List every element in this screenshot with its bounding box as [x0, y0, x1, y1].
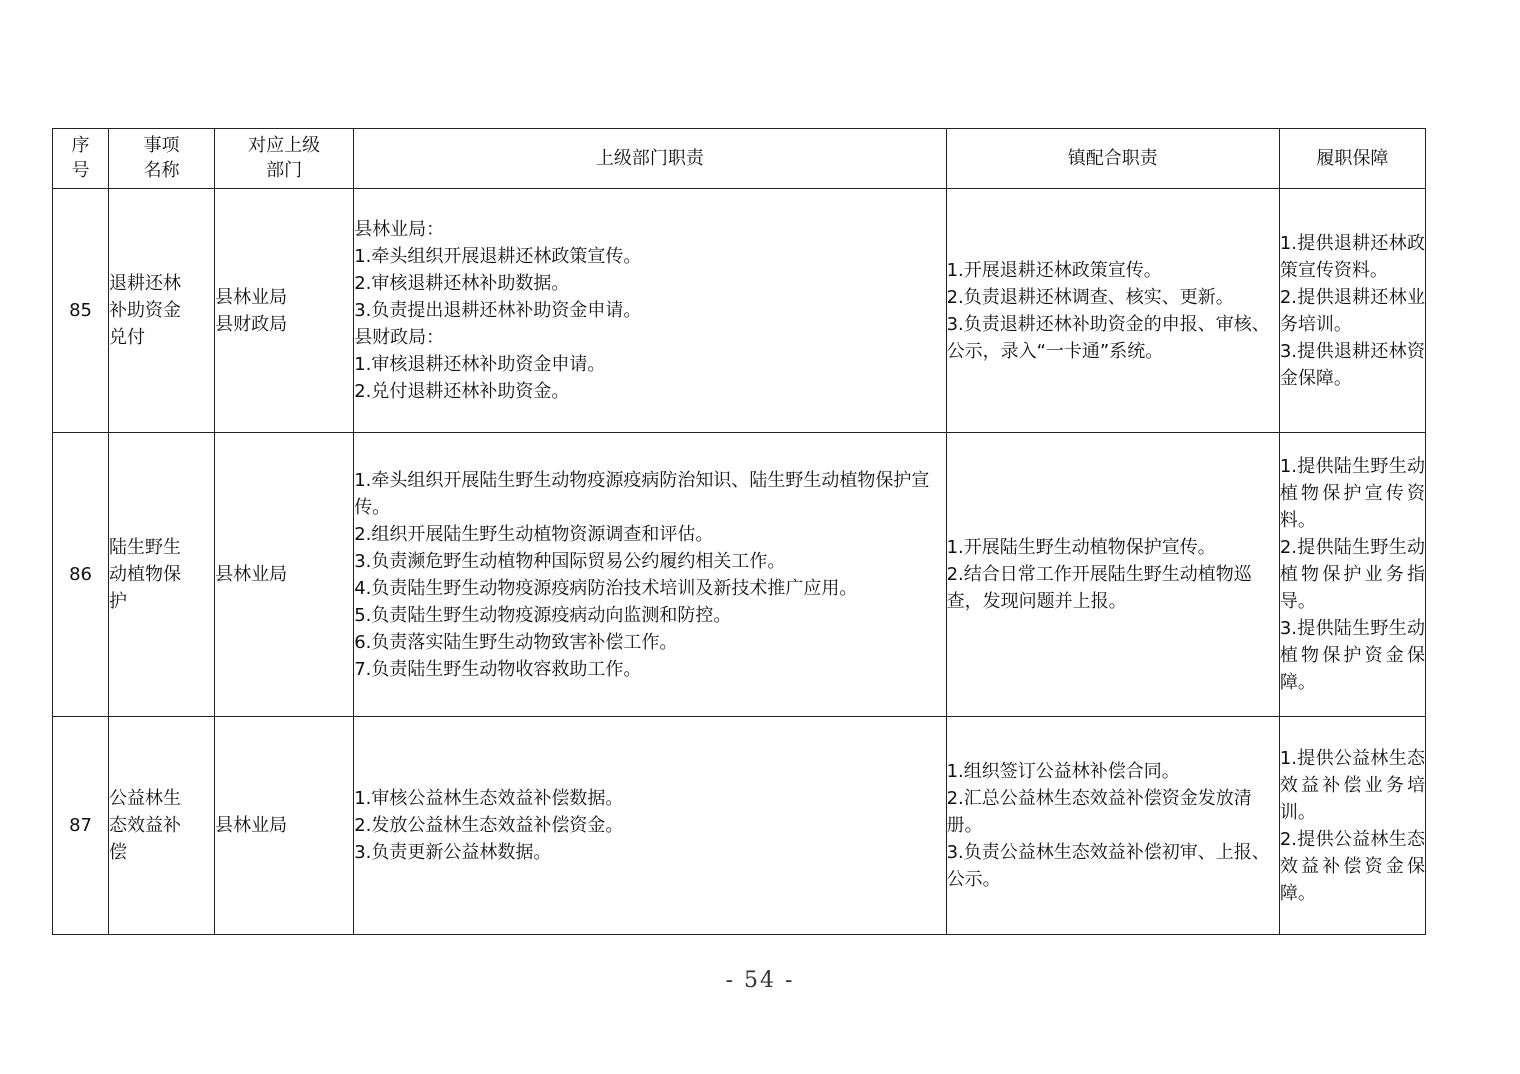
duty-line: 3.负责公益林生态效益补偿初审、上报、公示。 — [946, 842, 1270, 890]
row-item-name-text: 陆生野生动植物保护 — [109, 537, 182, 612]
duty-line: 1.开展退耕还林政策宣传。 — [946, 259, 1162, 281]
header-guarantee: 履职保障 — [1279, 129, 1425, 189]
row-upper-duty — [354, 717, 946, 935]
duty-line: 3.负责更新公益林数据。 — [354, 842, 552, 863]
duty-line: 7.负责陆生野生动物收容救助工作。 — [354, 658, 642, 680]
guarantee-line: 2.提供陆生野生动植物保护业务指导。 — [1279, 537, 1425, 612]
row-dept — [215, 433, 354, 717]
duty-table — [52, 128, 1426, 935]
row-guarantee — [1279, 433, 1425, 717]
row-item-name — [109, 717, 215, 935]
header-dept — [215, 129, 354, 189]
duty-line: 县林业局： — [354, 219, 445, 240]
row-seq: 85 — [53, 189, 109, 433]
row-seq: 87 — [53, 717, 109, 935]
header-dept-line: 对应上级 — [248, 135, 321, 156]
header-name — [109, 129, 215, 189]
duty-line: 1.审核退耕还林补助资金申请。 — [354, 354, 606, 375]
duty-line: 1.开展陆生野生动植物保护宣传。 — [946, 537, 1216, 558]
row-guarantee — [1279, 189, 1425, 433]
guarantee-line: 1.提供陆生野生动植物保护宣传资料。 — [1279, 456, 1425, 531]
duty-line: 4.负责陆生野生动物疫源疫病防治技术培训及新技术推广应用。 — [354, 577, 858, 599]
header-town-duty: 镇配合职责 — [946, 129, 1279, 189]
row-item-name-text: 公益林生态效益补偿 — [109, 788, 182, 863]
duty-line: 1.审核公益林生态效益补偿数据。 — [354, 788, 624, 809]
table-row — [53, 433, 1426, 717]
duty-line: 2.汇总公益林生态效益补偿资金发放清册。 — [946, 788, 1252, 836]
guarantee-line: 3.提供退耕还林资金保障。 — [1279, 340, 1425, 389]
duty-line: 2.兑付退耕还林补助资金。 — [354, 381, 570, 402]
row-dept — [215, 189, 354, 433]
table-row — [53, 717, 1426, 935]
duty-line: 2.审核退耕还林补助数据。 — [354, 273, 570, 294]
header-dept-line: 部门 — [266, 160, 303, 181]
row-seq: 86 — [53, 433, 109, 717]
duty-line: 2.组织开展陆生野生动植物资源调查和评估。 — [354, 523, 714, 545]
guarantee-line: 2.提供退耕还林业务培训。 — [1279, 286, 1425, 335]
duty-line: 1.牵头组织开展退耕还林政策宣传。 — [354, 246, 642, 267]
header-seq-line: 号 — [71, 160, 90, 181]
row-upper-duty — [354, 433, 946, 717]
row-item-name-text: 退耕还林补助资金兑付 — [109, 273, 182, 348]
header-upper-duty: 上级部门职责 — [354, 129, 946, 189]
header-seq — [53, 129, 109, 189]
dept-line: 县林业局 — [215, 815, 288, 836]
duty-line: 5.负责陆生野生动物疫源疫病动向监测和防控。 — [354, 604, 732, 626]
guarantee-line: 2.提供公益林生态效益补偿资金保障。 — [1279, 828, 1425, 904]
duty-line: 2.结合日常工作开展陆生野生动植物巡查，发现问题并上报。 — [946, 564, 1252, 612]
header-seq-line: 序 — [71, 135, 90, 156]
duty-line: 2.发放公益林生态效益补偿资金。 — [354, 815, 624, 836]
row-guarantee — [1279, 717, 1425, 935]
table-header-row — [53, 129, 1426, 189]
duty-line: 3.负责退耕还林补助资金的申报、审核、公示，录入“一卡通”系统。 — [946, 313, 1270, 362]
dept-line: 县林业局 — [215, 286, 288, 308]
duty-line: 3.负责提出退耕还林补助资金申请。 — [354, 300, 642, 321]
duty-line: 1.组织签订公益林补偿合同。 — [946, 761, 1180, 782]
header-name-line: 事项 — [143, 135, 180, 156]
duty-line: 1.牵头组织开展陆生野生动物疫源疫病防治知识、陆生野生动植物保护宣传。 — [354, 469, 930, 518]
row-upper-duty — [354, 189, 946, 433]
table-row — [53, 189, 1426, 433]
duty-line: 县财政局： — [354, 327, 445, 348]
guarantee-line: 1.提供退耕还林政策宣传资料。 — [1279, 232, 1425, 281]
dept-line: 县财政局 — [215, 313, 288, 335]
dept-line: 县林业局 — [215, 564, 288, 585]
duty-line: 3.负责濒危野生动植物种国际贸易公约履约相关工作。 — [354, 550, 786, 572]
row-town-duty — [946, 433, 1279, 717]
guarantee-line: 3.提供陆生野生动植物保护资金保障。 — [1279, 618, 1425, 693]
page-number: - 54 - — [725, 968, 795, 993]
row-item-name — [109, 433, 215, 717]
guarantee-line: 1.提供公益林生态效益补偿业务培训。 — [1279, 747, 1425, 823]
duty-line: 6.负责落实陆生野生动物致害补偿工作。 — [354, 631, 678, 653]
row-item-name — [109, 189, 215, 433]
row-town-duty — [946, 717, 1279, 935]
row-town-duty — [946, 189, 1279, 433]
header-name-line: 名称 — [143, 160, 180, 181]
row-dept — [215, 717, 354, 935]
duty-line: 2.负责退耕还林调查、核实、更新。 — [946, 286, 1234, 308]
